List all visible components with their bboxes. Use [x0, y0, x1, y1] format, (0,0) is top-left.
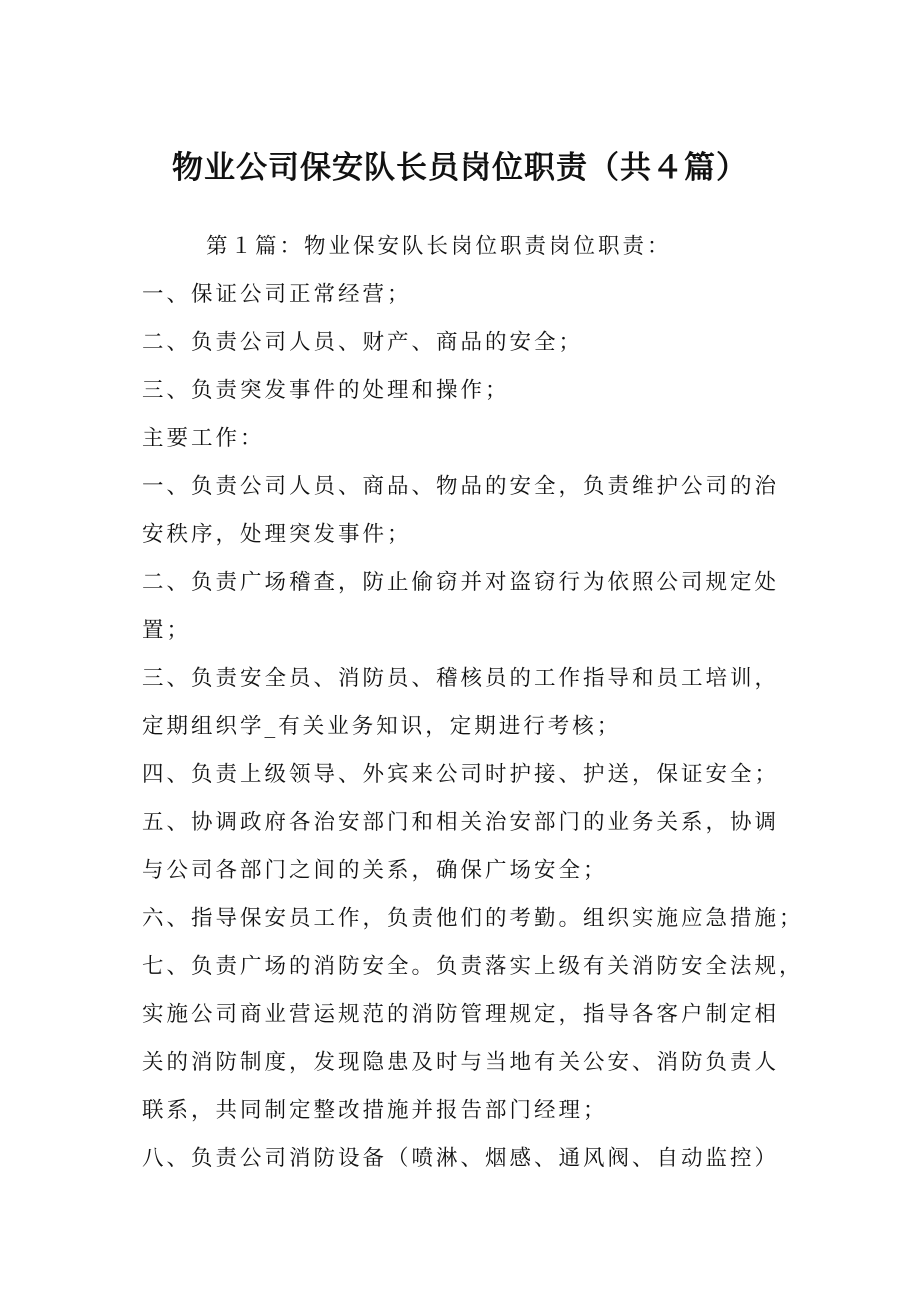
paragraph-line: 一、负责公司人员、商品、物品的安全，负责维护公司的治 [142, 474, 780, 499]
paragraph-line: 五、协调政府各治安部门和相关治安部门的业务关系，协调 [142, 810, 780, 835]
paragraph-line: 三、负责安全员、消防员、稽核员的工作指导和员工培训， [142, 666, 780, 691]
paragraph-line: 八、负责公司消防设备（喷淋、烟感、通风阀、自动监控） [142, 1146, 780, 1171]
document-body [142, 223, 804, 1183]
paragraph-line: 实施公司商业营运规范的消防管理规定，指导各客户制定相 [142, 1002, 780, 1027]
paragraph-line: 二、负责公司人员、财产、商品的安全； [142, 330, 584, 355]
paragraph-line: 三、负责突发事件的处理和操作； [142, 378, 510, 403]
paragraph-line: 联系，共同制定整改措施并报告部门经理； [142, 1098, 608, 1123]
paragraph-line: 置； [142, 618, 192, 643]
paragraph-line: 一、保证公司正常经营； [142, 282, 412, 307]
paragraph-line: 与公司各部门之间的关系，确保广场安全； [142, 858, 608, 883]
paragraph-line: 四、负责上级领导、外宾来公司时护接、护送，保证安全； [142, 762, 780, 787]
paragraph-line: 六、指导保安员工作，负责他们的考勤。组织实施应急措施； [142, 906, 804, 931]
paragraph-line: 主要工作： [142, 426, 265, 451]
paragraph-line: 二、负责广场稽查，防止偷窃并对盗窃行为依照公司规定处 [142, 570, 780, 595]
paragraph-line: 关的消防制度，发现隐患及时与当地有关公安、消防负责人 [142, 1050, 780, 1075]
paragraph-line: 七、负责广场的消防安全。负责落实上级有关消防安全法规， [142, 954, 804, 979]
document-title: 物业公司保安队长员岗位职责（共４篇） [172, 150, 748, 186]
paragraph-line: 定期组织学_有关业务知识，定期进行考核； [142, 714, 622, 739]
paragraph-line: 第１篇：物业保安队长岗位职责岗位职责： [206, 234, 672, 259]
paragraph-line: 安秩序，处理突发事件； [142, 522, 412, 547]
